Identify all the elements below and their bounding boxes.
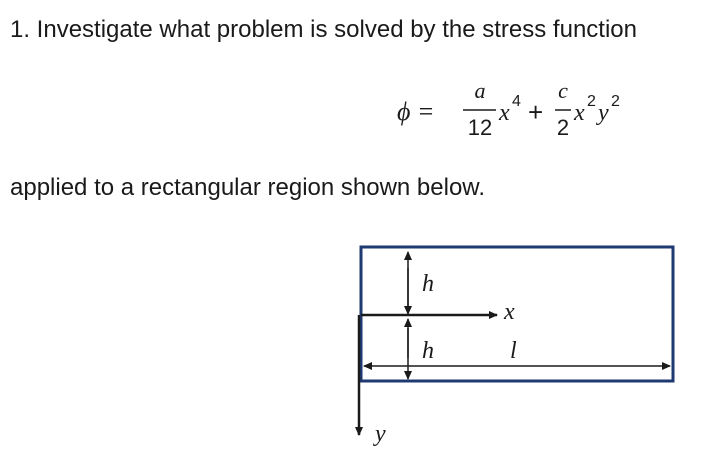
term2-variable-y: y	[598, 100, 609, 126]
term1-denominator: 12	[467, 115, 493, 140]
problem-title: 1. Investigate what problem is solved by the stress function	[10, 16, 637, 43]
equation-lhs: ϕ =	[397, 97, 435, 126]
term1-variable: x	[499, 100, 510, 126]
term2-exponent-x: 2	[587, 93, 596, 110]
applied-text: applied to a rectangular region shown below.	[10, 174, 485, 201]
x-axis-label: x	[504, 299, 515, 325]
rectangular-region-figure	[350, 238, 690, 458]
term2-variable-x: x	[574, 100, 585, 126]
y-axis-label: y	[375, 421, 386, 447]
term2-denominator: 2	[556, 115, 570, 140]
term2-exponent-y: 2	[611, 93, 620, 110]
equation-plus: +	[528, 97, 544, 127]
h-top-label: h	[422, 271, 434, 297]
term2-numerator: c	[558, 78, 568, 103]
term1-exponent: 4	[512, 93, 521, 110]
l-dimension-label: l	[510, 338, 517, 364]
term1-numerator: a	[474, 78, 486, 103]
stress-function-equation	[395, 76, 655, 146]
h-bottom-label: h	[422, 338, 434, 364]
